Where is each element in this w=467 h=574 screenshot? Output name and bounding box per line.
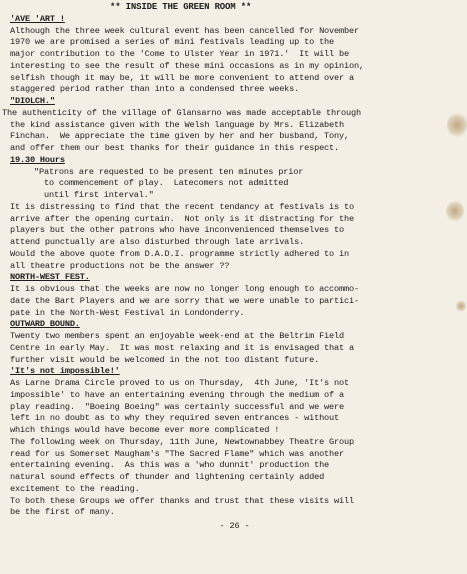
text-line: major contribution to the 'Come to Ulster Year in 1971.' It will be bbox=[10, 49, 349, 59]
text-line: all theatre productions not be the answer ?? bbox=[10, 260, 230, 271]
text-line: entertaining evening. As this was a 'who dunnit' production the bbox=[10, 460, 330, 471]
text-line: To both these Groups we offer thanks and trust that these visits will bbox=[10, 495, 354, 506]
text-line: natural sound effects of thunder and lightening certainly added bbox=[10, 472, 325, 482]
text-line: further visit would be welcomed in the not too distant future. bbox=[10, 354, 320, 365]
text-line: Twenty two members spent an enjoyable week-end at the Beltrim Field bbox=[10, 331, 345, 341]
section-north-west-fest bbox=[10, 272, 459, 319]
section-heading: "DIOLCH." bbox=[10, 96, 55, 106]
text-line: left in no doubt as to why they required seven entrances - without bbox=[10, 413, 340, 424]
text-line: attend punctually are also disturbed through late arrivals. bbox=[10, 237, 305, 247]
text-line: impossible' to have an entertaining evening through the medium of a bbox=[10, 389, 345, 400]
page-title: ** INSIDE THE GREEN ROOM ** bbox=[110, 2, 252, 12]
text-line: players but the other patrons who have inconvenienced themselves to bbox=[10, 225, 345, 236]
text-line: Would the above quote from D.A.D.I. programme strictly adhered to in bbox=[10, 248, 349, 259]
text-line: date the Bart Players and we are sorry that we were unable to partici- bbox=[10, 295, 359, 306]
text-line: It is distressing to find that the recent tendancy at festivals is to bbox=[10, 201, 354, 212]
text-line: and offer them our best thanks for their guidance in this respect. bbox=[10, 143, 340, 153]
section-heading: 'AVE 'ART ! bbox=[10, 13, 65, 24]
quote-line: until first interval." bbox=[34, 190, 154, 200]
section-outward-bound bbox=[10, 319, 459, 366]
section-heading: 19.30 Hours bbox=[10, 154, 65, 165]
section-19-30-hours bbox=[10, 155, 459, 273]
text-line: the kind assistance given with the Welsh language by Mrs. Elizabeth bbox=[10, 119, 345, 130]
page-number: - 26 - bbox=[219, 521, 250, 531]
text-line: The following week on Thursday, 11th June, Newtownabbey Theatre Group bbox=[10, 436, 354, 447]
text-line: 1970 we are promised a series of mini festivals leading up to the bbox=[10, 37, 335, 48]
section-heading: 'It's not impossible!' bbox=[10, 366, 120, 377]
text-line: selfish though it may be, it will be more convenient to attend over a bbox=[10, 72, 354, 83]
text-line: which things would have become ever more complicated ! bbox=[10, 425, 280, 435]
text-line: It is obvious that the weeks are now no longer long enough to accommo- bbox=[10, 284, 359, 294]
text-line: staggered period rather than into a condensed three weeks. bbox=[10, 84, 300, 95]
text-line: Although the three week cultural event has been cancelled for November bbox=[10, 25, 359, 36]
section-its-not-impossible bbox=[10, 366, 459, 519]
text-line: excitement to the reading. bbox=[10, 483, 140, 494]
text-line: pate in the North-West Festival in Londonderry. bbox=[10, 307, 245, 318]
text-line: Centre in early May. It was most relaxing and it is envisaged that a bbox=[10, 342, 354, 353]
text-line: The authenticity of the village of Glansarno was made acceptable through bbox=[2, 107, 361, 118]
quote-line: "Patrons are requested to be present ten minutes prior bbox=[34, 166, 304, 177]
text-line: read for us Somerset Maugham's "The Sacred Flame" which was another bbox=[10, 448, 345, 459]
text-line: be the first of many. bbox=[10, 507, 115, 518]
quote-line: to commencement of play. Latecomers not admitted bbox=[34, 178, 289, 189]
text-line: Finchan. We appreciate the time given by her and her busband, Tony, bbox=[10, 131, 349, 142]
section-diolch bbox=[2, 96, 459, 155]
section-heading: NORTH-WEST FEST. bbox=[10, 272, 90, 283]
text-line: play reading. "Boeing Boeing" was certainly successful and we were bbox=[10, 401, 345, 412]
text-line: interesting to see the result of these mini occasions as in my opinion, bbox=[10, 60, 364, 71]
text-line: As Larne Drama Circle proved to us on Thursday, 4th June, 'It's not bbox=[10, 378, 349, 388]
section-heading: OUTWARD BOUND. bbox=[10, 319, 80, 330]
text-line: arrive after the opening curtain. Not only is it distracting for the bbox=[10, 213, 354, 224]
section-ave-art bbox=[10, 14, 459, 96]
